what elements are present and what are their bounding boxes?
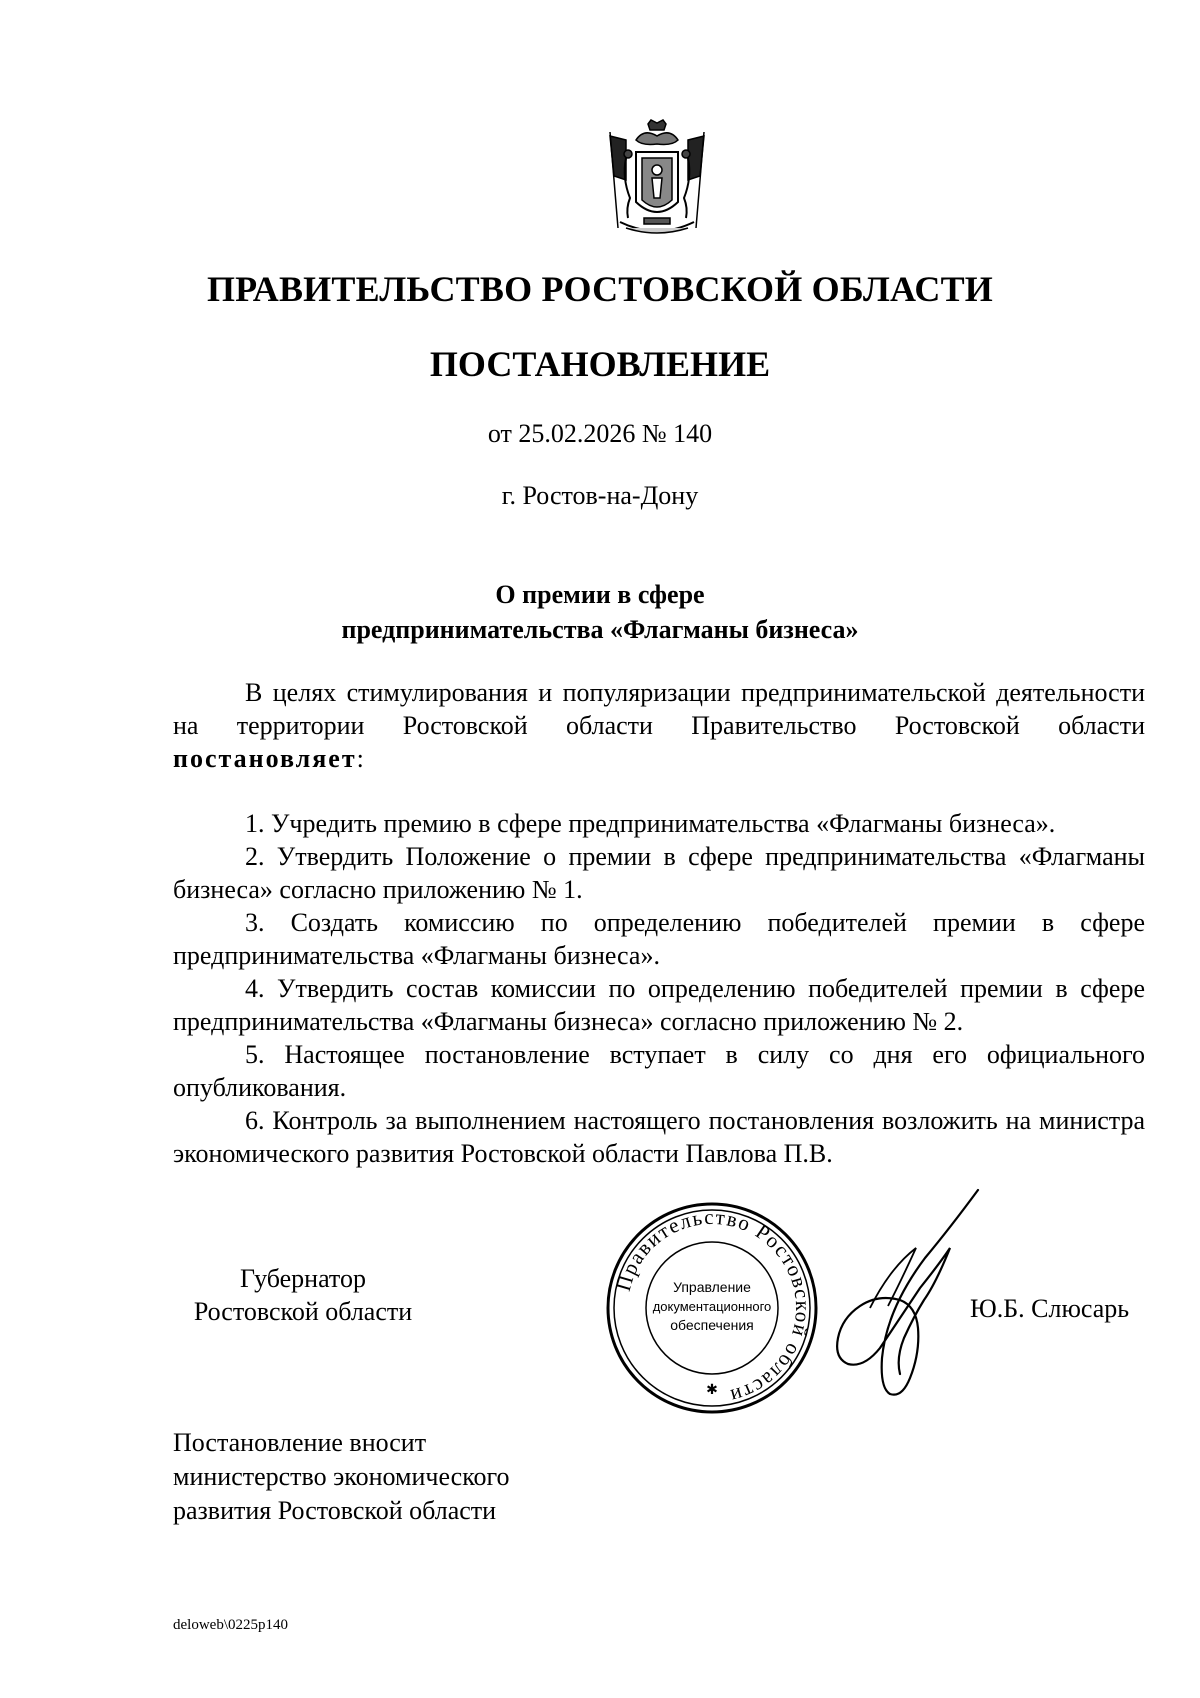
coat-of-arms-emblem [596,118,718,240]
preamble-paragraph [173,676,1145,775]
signer-position [173,1262,433,1328]
stamp-inner-line-1: Управление [673,1279,751,1295]
subject-line-1: О премии в сфере [495,580,705,609]
preamble-text: В целях стимулирования и популяризации предпринимательской деятельности на территории Ростовской области Правительство Ростовской области [173,678,1145,740]
resolution-item: 3. Создать комиссию по определению победителей премии в сфере предпринимательства «Флагманы бизнеса». [173,908,1145,970]
resolution-item: 6. Контроль за выполнением настоящего постановления возложить на министра экономического развития Ростовской области Павлова П.В. [173,1106,1145,1168]
government-title: ПРАВИТЕЛЬСТВО РОСТОВСКОЙ ОБЛАСТИ [206,269,994,309]
signer-name: Ю.Б. Слюсарь [970,1294,1130,1323]
document-reference: deloweb\0225p140 [173,1617,288,1633]
preamble-keyword: постановляет [173,744,357,773]
resolution-item: 4. Утвердить состав комиссии по определению победителей премии в сфере предпринимательства «Флагманы бизнеса» согласно приложению № 2. [173,974,1145,1036]
document-subject [0,577,1200,647]
stamp-inner-line-3: обеспечения [670,1317,754,1333]
preamble-tail: : [356,744,364,773]
introducer-block [173,1426,593,1528]
stamp-outer-text: Правительство Ростовской области [610,1204,816,1410]
resolution-item: 1. Учредить премию в сфере предпринимательства «Флагманы бизнеса». [245,809,1056,838]
resolution-items [173,807,1145,1170]
introducer-line-2: министерство экономического [173,1462,510,1491]
introducer-line-3: развития Ростовской области [173,1496,497,1525]
resolution-item: 5. Настоящее постановление вступает в силу со дня его официального опубликования. [173,1040,1145,1102]
resolution-item: 2. Утвердить Положение о премии в сфере предпринимательства «Флагманы бизнеса» согласно приложению № 1. [173,842,1145,904]
document-city: г. Ростов-на-Дону [501,481,699,510]
handwritten-signature [830,1188,980,1403]
introducer-line-1: Постановление вносит [173,1428,427,1457]
signer-position-line-1: Губернатор [240,1264,366,1293]
official-stamp [604,1200,820,1416]
document-type: ПОСТАНОВЛЕНИЕ [429,344,771,384]
stamp-inner-line-2: документационного [652,1299,772,1314]
signer-position-line-2: Ростовской области [193,1297,413,1326]
stamp-star-icon: ✱ [706,1383,718,1398]
subject-line-2: предпринимательства «Флагманы бизнеса» [341,615,859,644]
document-date-number: от 25.02.2026 № 140 [487,419,713,448]
